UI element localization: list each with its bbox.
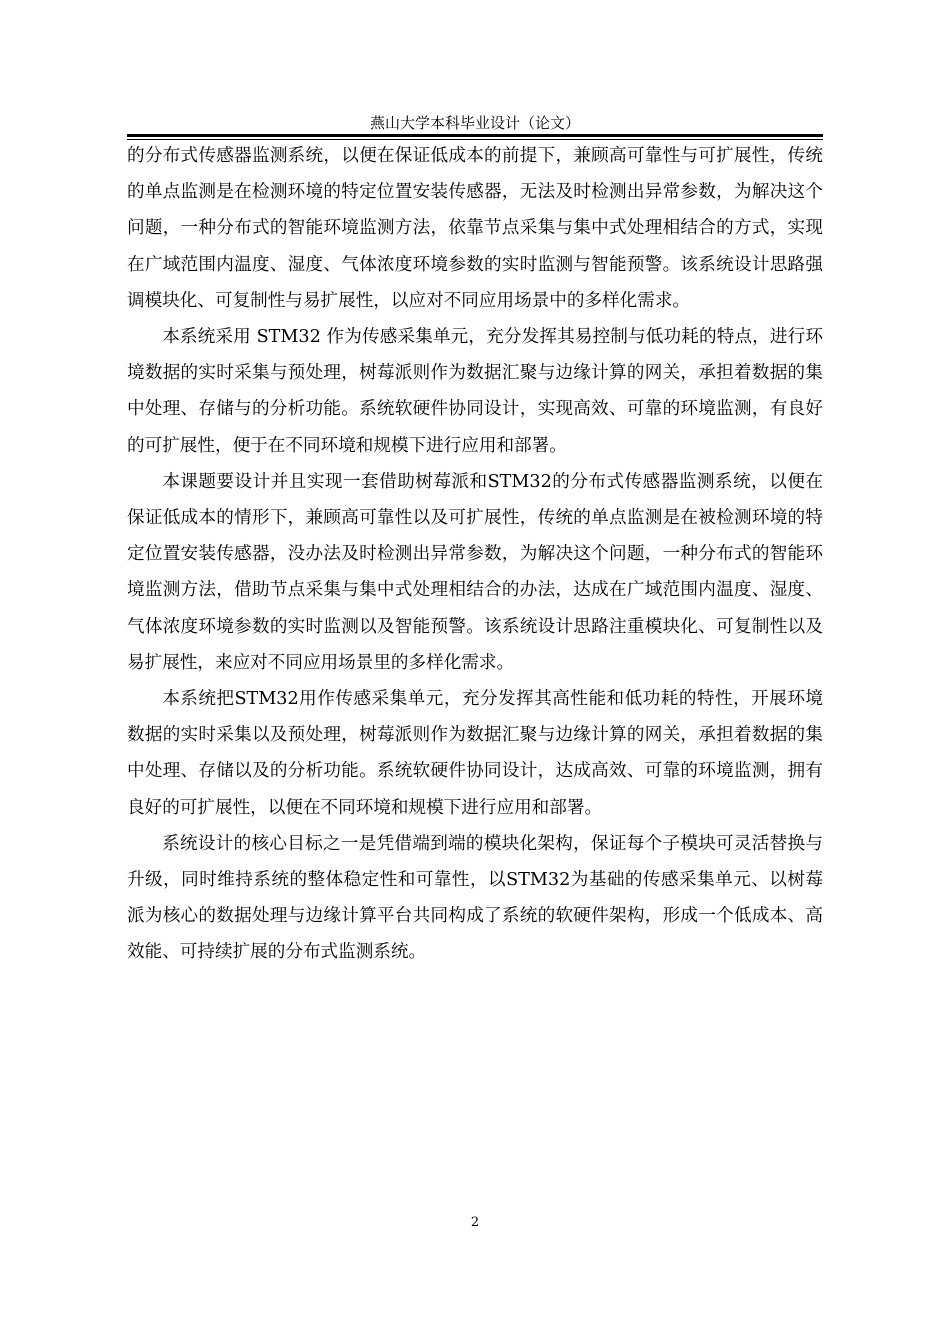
paragraph-4: 本系统把STM32用作传感采集单元，充分发挥其高性能和低功耗的特性，开展环境数据的实时采集以及预处理，树莓派则作为数据汇聚与边缘计算的网关，承担着数据的集中处理、存储以及的分析功能。系统软硬件协同设计，达成高效、可靠的环境监测，拥有良好的可扩展性，以便在不同环境和规模下进行应用和部署。 [127, 689, 823, 818]
header-rule-thick [127, 134, 823, 137]
paragraph-3: 本课题要设计并且实现一套借助树莓派和STM32的分布式传感器监测系统，以便在保证低成本的情形下，兼顾高可靠性以及可扩展性，传统的单点监测是在被检测环境的特定位置安装传感器，没办法及时检测出异常参数，为解决这个问题，一种分布式的智能环境监测方法，借助节点采集与集中式处理相结合的办法，达成在广域范围内温度、湿度、气体浓度环境参数的实时监测以及智能预警。该系统设计思路注重模块化、可复制性以及易扩展性，来应对不同应用场景里的多样化需求。 [127, 471, 823, 673]
paragraph-2: 本系统采用 STM32 作为传感采集单元，充分发挥其易控制与低功耗的特点，进行环境数据的实时采集与预处理，树莓派则作为数据汇聚与边缘计算的网关，承担着数据的集中处理、存储与的分析功能。系统软硬件协同设计，实现高效、可靠的环境监测，有良好的可扩展性，便于在不同环境和规模下进行应用和部署。 [127, 327, 823, 456]
body-text [127, 138, 823, 971]
paragraph-5: 系统设计的核心目标之一是凭借端到端的模块化架构，保证每个子模块可灵活替换与升级，同时维持系统的整体稳定性和可靠性，以STM32为基础的传感采集单元、以树莓派为核心的数据处理与边缘计算平台共同构成了系统的软硬件架构，形成一个低成本、高效能、可持续扩展的分布式监测系统。 [127, 833, 823, 963]
paragraph-1: 的分布式传感器监测系统，以便在保证低成本的前提下，兼顾高可靠性与可扩展性，传统的单点监测是在检测环境的特定位置安装传感器，无法及时检测出异常参数，为解决这个问题，一种分布式的智能环境监测方法，依靠节点采集与集中式处理相结合的方式，实现在广域范围内温度、湿度、气体浓度环境参数的实时监测与智能预警。该系统设计思路强调模块化、可复制性与易扩展性，以应对不同应用场景中的多样化需求。 [127, 146, 823, 311]
page-number: 2 [470, 1215, 480, 1230]
page-header-title: 燕山大学本科毕业设计（论文） [369, 114, 580, 132]
